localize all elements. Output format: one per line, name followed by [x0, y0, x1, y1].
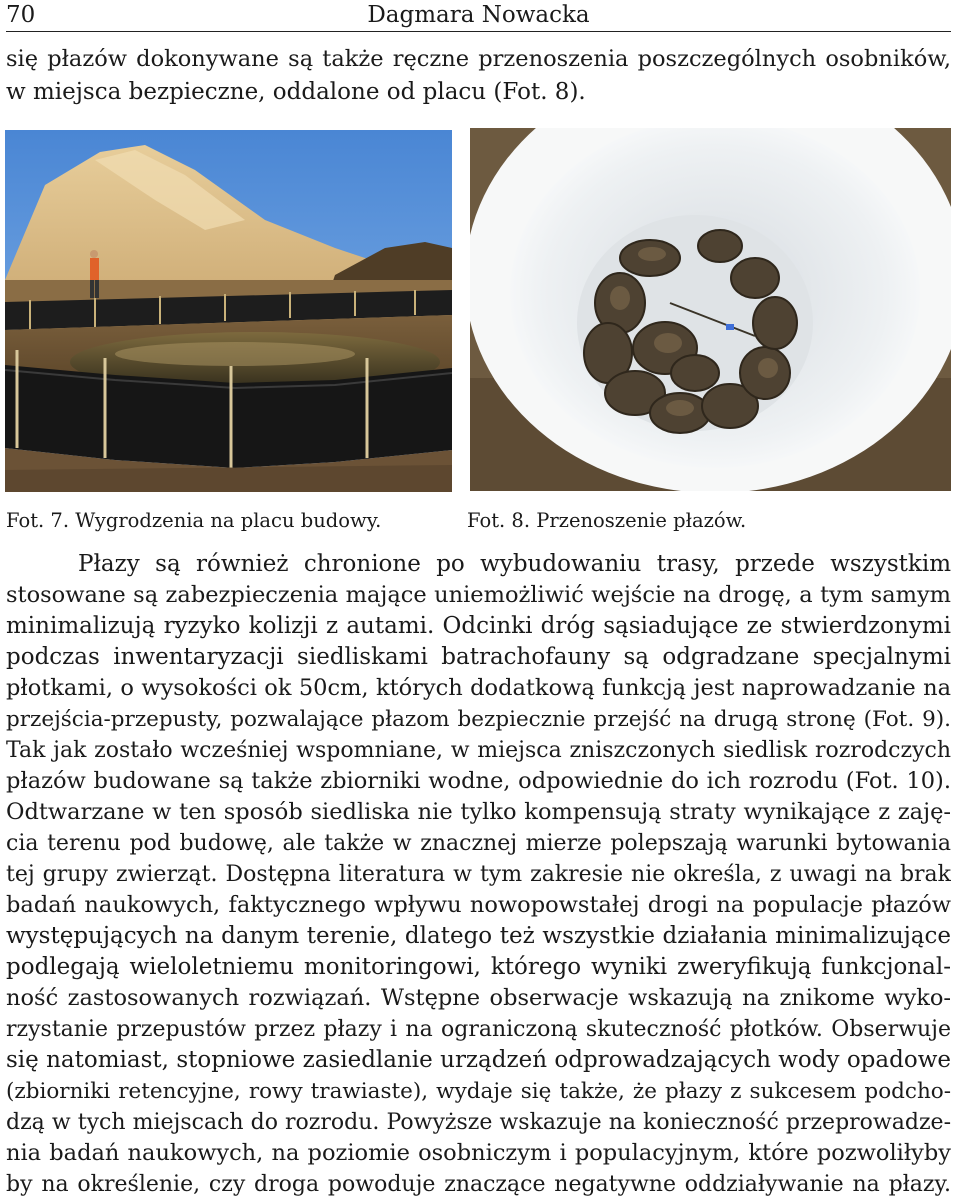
header-rule	[6, 31, 951, 32]
body-line: się natomiast, stopniowe zasiedlanie urządzeń odprowadzających wody opadowe	[6, 1047, 951, 1073]
body-line: ność zastosowanych rozwiązań. Wstępne obserwacje wskazują na znikome wyko-	[6, 985, 951, 1011]
body-line: by na określenie, czy droga powoduje znaczące negatywne oddziaływanie na płazy.	[6, 1172, 951, 1197]
running-head: Dagmara Nowacka	[367, 2, 590, 28]
body-line: płazów budowane są także zbiorniki wodne, odpowiednie do ich rozrodu (Fot. 10).	[6, 768, 951, 794]
body-line: rzystanie przepustów przez płazy i na ograniczoną skuteczność płotków. Obserwuje	[6, 1017, 951, 1042]
body-line: stosowane są zabezpieczenia mające uniemożliwić wejście na drogę, a tym samym	[6, 582, 951, 608]
body-line: płotkami, o wysokości ok 50cm, których dodatkową funkcją jest naprowadzanie na	[6, 675, 951, 701]
figure-caption-8: Fot. 8. Przenoszenie płazów.	[467, 509, 747, 532]
bucket-amphibians-image	[470, 128, 951, 491]
body-line: Odtwarzane w ten sposób siedliska nie tylko kompensują straty wynikające z zaję-	[6, 799, 951, 825]
body-line: dzą w tych miejscach do rozrodu. Powyższe wskazuje na konieczność przeprowadze-	[6, 1110, 951, 1135]
photo-construction-fencing	[5, 130, 452, 492]
body-line: przejścia-przepusty, pozwalające płazom bezpiecznie przejść na drugą stronę (Fot. 9).	[6, 707, 951, 732]
body-line: Tak jak zostało wcześniej wspomniane, w miejsca zniszczonych siedlisk rozrodczych	[6, 738, 951, 763]
body-line: (zbiorniki retencyjne, rowy trawiaste), wydaje się także, że płazy z sukcesem podcho-	[6, 1079, 951, 1104]
figure-caption-7: Fot. 7. Wygrodzenia na placu budowy.	[6, 509, 382, 532]
page-header	[6, 0, 951, 32]
body-line: podczas inwentaryzacji siedliskami batrachofauny są odgradzane specjalnymi	[6, 644, 951, 670]
page-number: 70	[6, 2, 36, 28]
construction-fencing-image	[5, 130, 452, 492]
body-line: Płazy są również chronione po wybudowaniu trasy, przede wszystkim	[78, 551, 951, 577]
body-line: tej grupy zwierząt. Dostępna literatura w tym zakresie nie określa, z uwagi na brak	[6, 862, 951, 887]
body-line: minimalizują ryzyko kolizji z autami. Odcinki dróg sąsiadujące ze stwierdzonymi	[6, 613, 951, 639]
body-line: cia terenu pod budowę, ale także w znacznej mierze polepszają warunki bytowania	[6, 831, 951, 856]
intro-line: się płazów dokonywane są także ręczne przenoszenia poszczególnych osobników,	[6, 46, 951, 72]
body-line: podlegają wieloletniemu monitoringowi, którego wyniki zweryfikują funkcjonal-	[6, 954, 951, 980]
body-line: występujących na danym terenie, dlatego też wszystkie działania minimalizujące	[6, 923, 951, 949]
body-line: badań naukowych, faktycznego wpływu nowopowstałej drogi na populacje płazów	[6, 892, 951, 918]
photo-bucket-amphibians	[470, 128, 951, 491]
body-line: nia badań naukowych, na poziomie osobniczym i populacyjnym, które pozwoliłyby	[6, 1140, 951, 1166]
intro-line: w miejsca bezpieczne, oddalone od placu (Fot. 8).	[6, 79, 586, 105]
